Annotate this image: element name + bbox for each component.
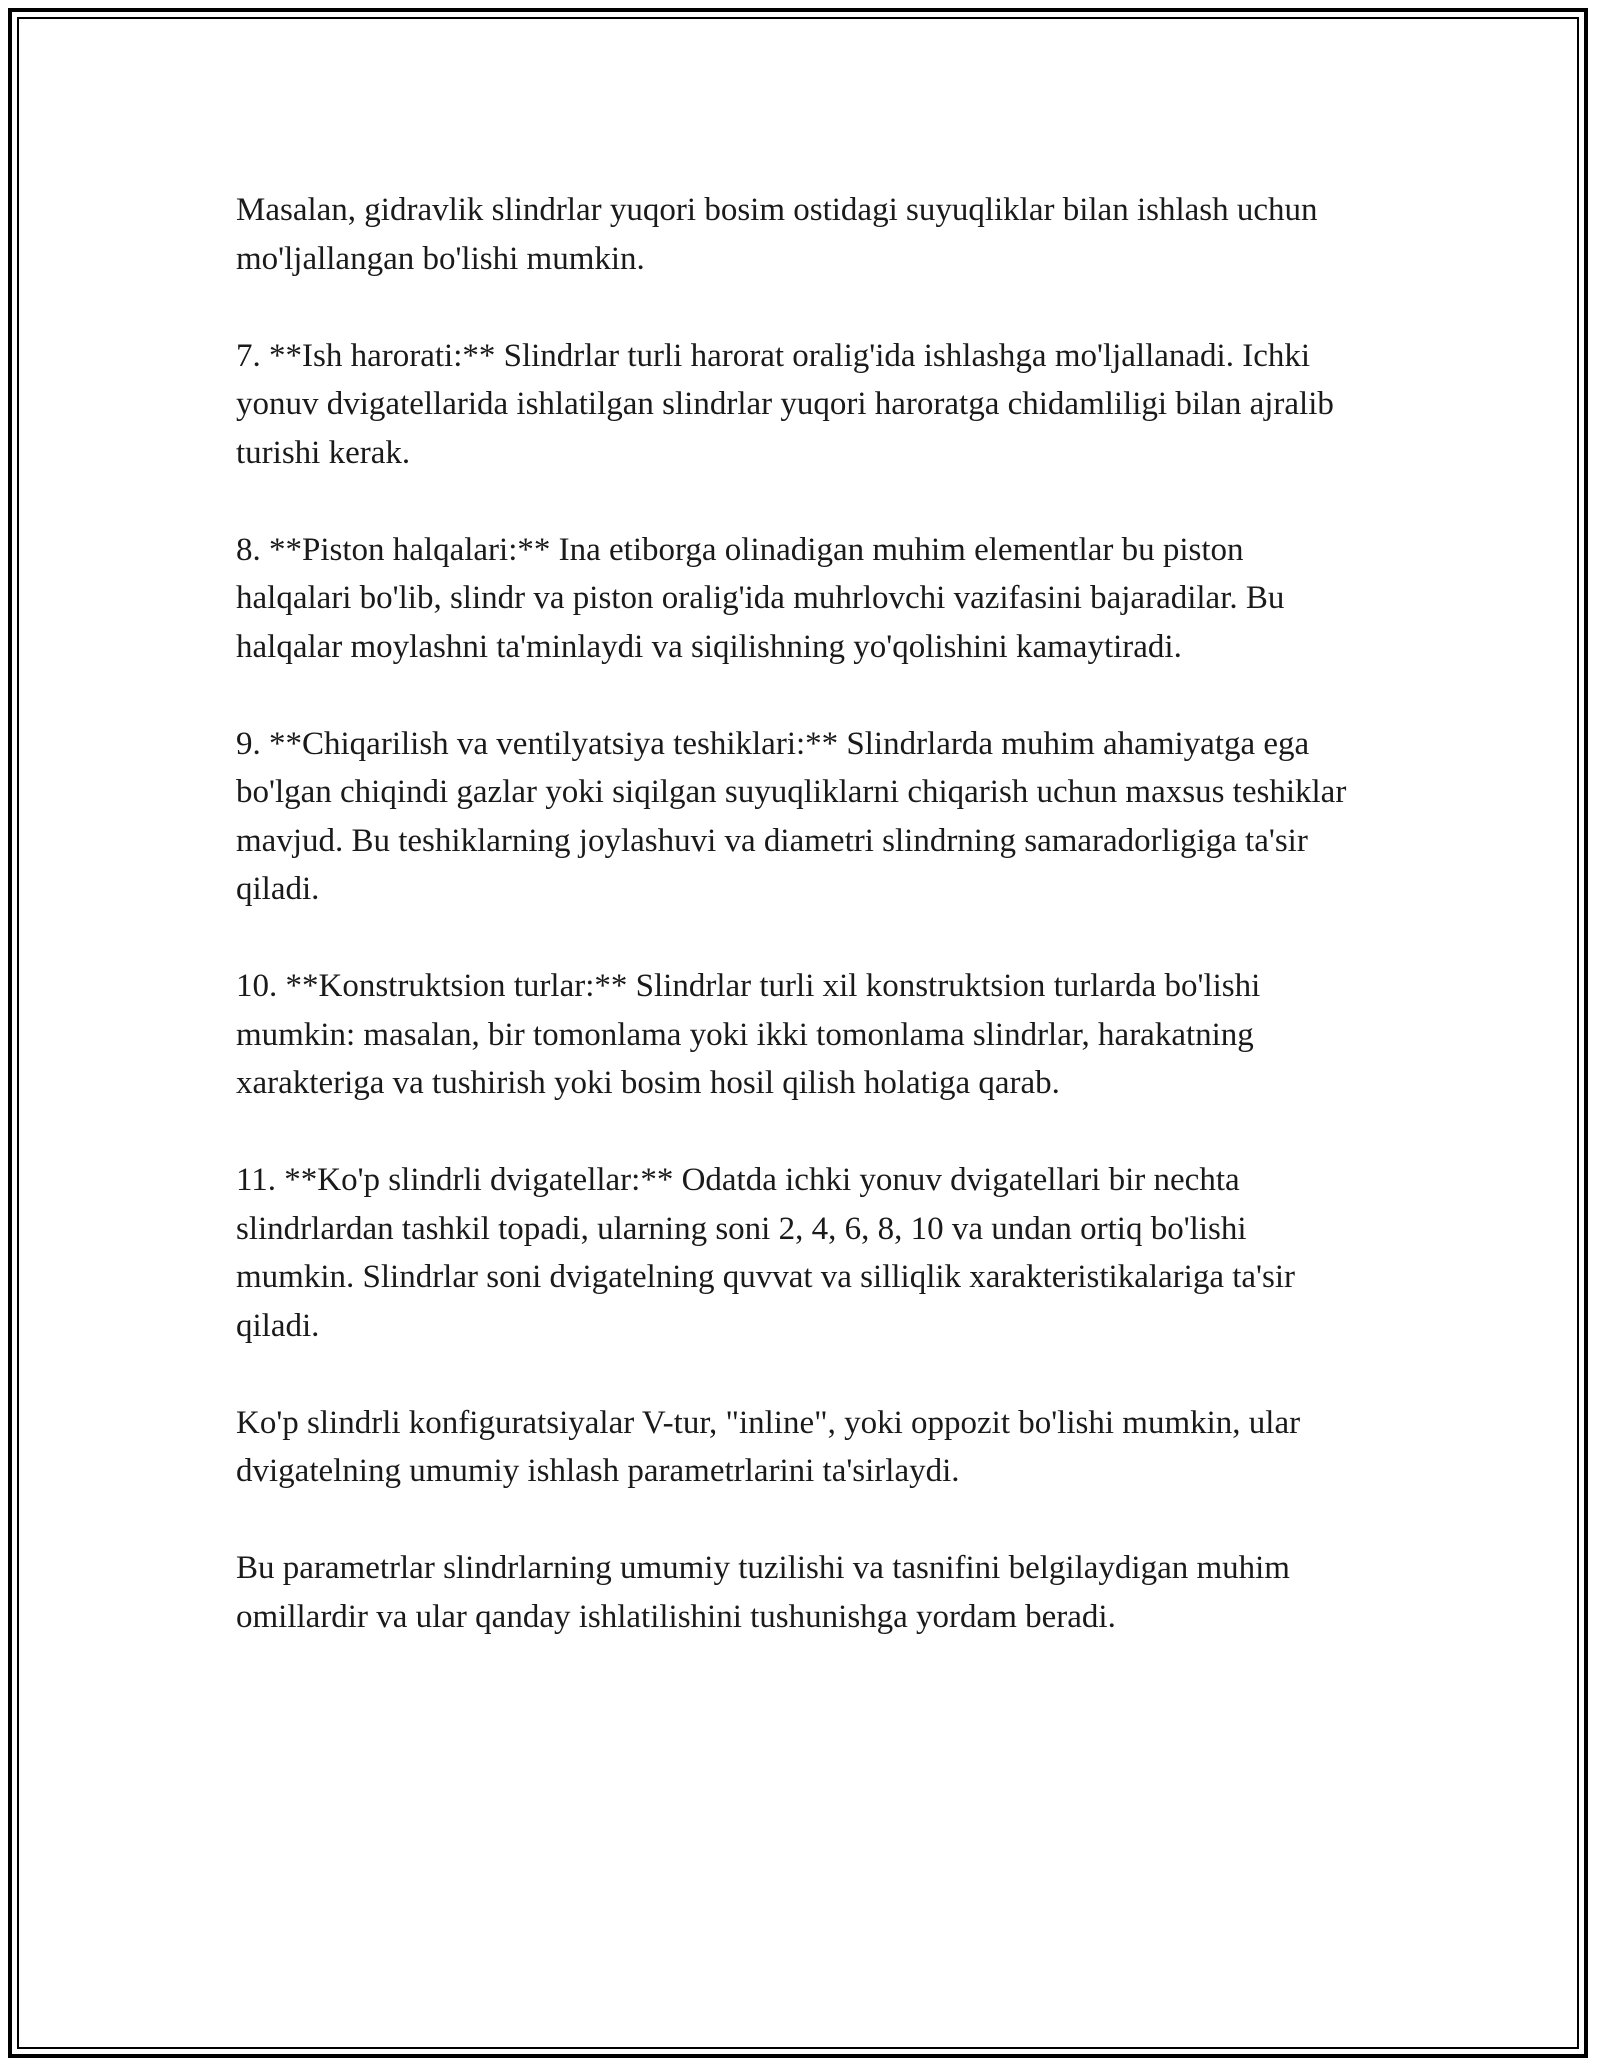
paragraph-configurations: Ko'p slindrli konfiguratsiyalar V-tur, "inline", yoki oppozit bo'lishi mumkin, ular dvigatelning umumiy ishlash parametrlarini ta'sirlaydi. (236, 1404, 1301, 1489)
document-body (236, 186, 1366, 1690)
paragraph-item-9: 9. **Chiqarilish va ventilyatsiya teshiklari:** Slindrlarda muhim ahamiyatga ega bo'lgan chiqindi gazlar yoki siqilgan suyuqliklarni chiqarish uchun maxsus teshiklar mavjud. Bu teshiklarning joylashuvi va diametri slindrning samaradorligiga ta'sir qiladi. (236, 725, 1347, 907)
paragraph-conclusion: Bu parametrlar slindrlarning umumiy tuzilishi va tasnifini belgilaydigan muhim omillardir va ular qanday ishlatilishini tushunishga yordam beradi. (236, 1550, 1290, 1635)
paragraph-item-10: 10. **Konstruktsion turlar:** Slindrlar turli xil konstruktsion turlarda bo'lishi mumkin: masalan, bir tomonlama yoki ikki tomonlama slindrlar, harakatning xarakteriga va tushirish yoki bosim hosil qilish holatiga qarab. (236, 968, 1261, 1101)
paragraph-item-11: 11. **Ko'p slindrli dvigatellar:** Odatda ichki yonuv dvigatellari bir nechta slindrlardan tashkil topadi, ularning soni 2, 4, 6, 8, 10 va undan ortiq bo'lishi mumkin. Slindrlar soni dvigatelning quvvat va silliqlik xarakteristikalariga ta'sir qiladi. (236, 1162, 1295, 1344)
paragraph-item-8: 8. **Piston halqalari:** Ina etiborga olinadigan muhim elementlar bu piston halqalari bo'lib, slindr va piston oralig'ida muhrlovchi vazifasini bajaradilar. Bu halqalar moylashni ta'minlaydi va siqilishning yo'qolishini kamaytiradi. (236, 531, 1285, 665)
paragraph-item-7: 7. **Ish harorati:** Slindrlar turli harorat oralig'ida ishlashga mo'ljallanadi. Ichki yonuv dvigatellarida ishlatilgan slindrlar yuqori haroratga chidamliligi bilan ajralib turishi kerak. (236, 337, 1334, 471)
paragraph-intro: Masalan, gidravlik slindrlar yuqori bosim ostidagi suyuqliklar bilan ishlash uchun mo'ljallangan bo'lishi mumkin. (236, 192, 1318, 277)
